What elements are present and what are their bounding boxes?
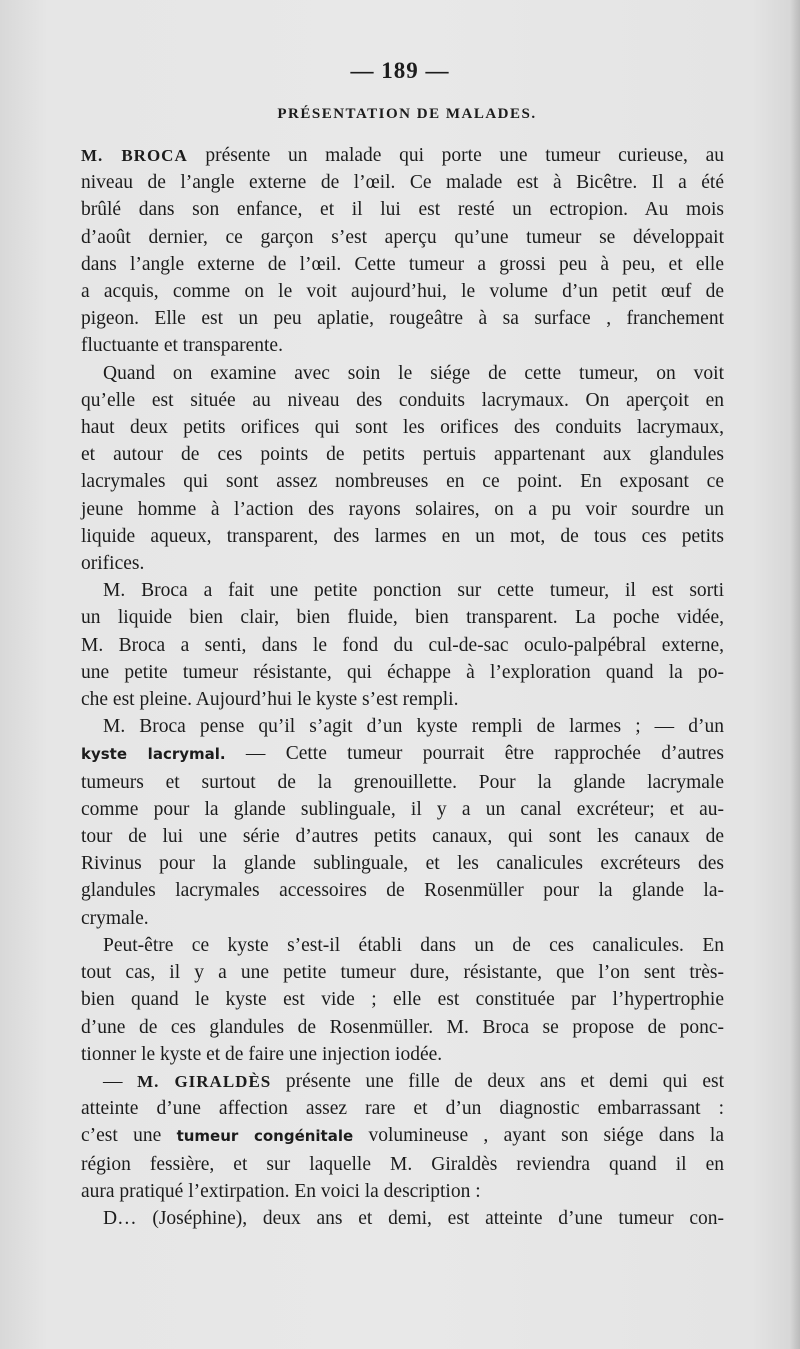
text-line: orifices. <box>81 553 145 575</box>
paragraph-lacrymal-cyst <box>81 713 724 932</box>
text-line: fluctuante et transparente. <box>81 335 283 357</box>
text-line: atteinte d’une affection assez rare et d’un diagnostic embarrassant : <box>81 1098 724 1120</box>
paragraph-josephine <box>81 1205 724 1232</box>
page-edge-shadow <box>790 0 800 1349</box>
text-line: tour de lui une série d’autres petits canaux, qui sont les canaux de <box>81 826 724 848</box>
text-line: liquide aqueux, transparent, des larmes en un mot, de tous ces petits <box>81 525 724 547</box>
text-line: tout cas, il y a une petite tumeur dure, résistante, que l’on sent très- <box>81 962 724 984</box>
text-line: Peut-être ce kyste s’est-il établi dans un de ces canalicules. En <box>103 934 724 956</box>
text-line: haut deux petits orifices qui sont les orifices des conduits lacrymaux, <box>81 417 724 439</box>
body-text <box>81 142 724 1232</box>
section-title: PRÉSENTATION DE MALADES. <box>277 106 537 122</box>
text-line: comme pour la glande sublinguale, il y a un canal excréteur; et au- <box>81 798 724 820</box>
text-line: D… (Joséphine), deux ans et demi, est atteinte d’une tumeur con- <box>103 1207 724 1229</box>
text-line: qu’elle est située au niveau des conduits lacrymaux. On aperçoit en <box>81 389 724 411</box>
text-line: jeune homme à l’action des rayons solaires, on a pu voir sourdre un <box>81 498 724 520</box>
text-line: aura pratiqué l’extirpation. En voici la description : <box>81 1180 481 1202</box>
paragraph-canalicules <box>81 932 724 1068</box>
text-line: crymale. <box>81 907 149 929</box>
bold-term: kyste lacrymal. <box>81 745 226 764</box>
text-line: a acquis, comme on le voit aujourd’hui, le volume d’un petit œuf de <box>81 281 724 303</box>
text-line: Rivinus pour la glande sublinguale, et les canalicules excréteurs des <box>81 853 724 875</box>
text-line: c’est une tumeur congénitale volumineuse , ayant son siége dans la <box>81 1125 724 1147</box>
text-line: d’août dernier, ce garçon s’est aperçu qu’une tumeur se développait <box>81 226 724 248</box>
speaker-name: M. GIRALDÈS <box>137 1071 272 1091</box>
page-number: — 189 — <box>350 58 450 83</box>
text-line: — M. GIRALDÈS présente une fille de deux ans et demi qui est <box>103 1070 725 1092</box>
text-line: kyste lacrymal. — Cette tumeur pourrait être rapprochée d’autres <box>81 743 725 765</box>
text-line: Quand on examine avec soin le siége de cette tumeur, on voit <box>103 362 724 384</box>
text-line: une petite tumeur résistante, qui échappe à l’exploration quand la po- <box>81 661 724 683</box>
text-line: d’une de ces glandules de Rosenmüller. M. Broca se propose de ponc- <box>81 1016 724 1038</box>
paragraph-giraldes-presentation <box>81 1068 724 1205</box>
text-line: brûlé dans son enfance, et il lui est resté un ectropion. Au mois <box>81 199 724 221</box>
paragraph-puncture <box>81 577 724 713</box>
paragraph-examination <box>81 360 724 578</box>
paragraph-broca-presentation <box>81 142 724 360</box>
text-line: un liquide bien clair, bien fluide, bien transparent. La poche vidée, <box>81 607 724 629</box>
speaker-name: M. BROCA <box>81 146 188 165</box>
text-line: tionner le kyste et de faire une injection iodée. <box>81 1043 443 1065</box>
text-line: niveau de l’angle externe de l’œil. Ce malade est à Bicêtre. Il a été <box>81 172 724 194</box>
text-line: glandules lacrymales accessoires de Rosenmüller pour la glande la- <box>81 880 724 902</box>
text-line: région fessière, et sur laquelle M. Giraldès reviendra quand il en <box>81 1153 724 1175</box>
text-line: lacrymales qui sont assez nombreuses en ce point. En exposant ce <box>81 471 724 493</box>
text-line: M. Broca pense qu’il s’agit d’un kyste rempli de larmes ; — d’un <box>103 716 724 738</box>
text-line: M. Broca a fait une petite ponction sur cette tumeur, il est sorti <box>103 580 724 602</box>
text-line: dans l’angle externe de l’œil. Cette tumeur a grossi peu à peu, et elle <box>81 253 724 275</box>
text-line: bien quand le kyste est vide ; elle est constituée par l’hypertrophie <box>81 989 724 1011</box>
text-line: che est pleine. Aujourd’hui le kyste s’est rempli. <box>81 689 459 711</box>
text-line: M. BROCA présente un malade qui porte une tumeur curieuse, au <box>81 145 724 166</box>
bold-term: tumeur congénitale <box>176 1127 354 1146</box>
text-line: M. Broca a senti, dans le fond du cul-de-sac oculo-palpébral externe, <box>81 634 724 656</box>
text-line: et autour de ces points de petits pertuis appartenant aux glandules <box>81 444 724 466</box>
text-line: tumeurs et surtout de la grenouillette. Pour la glande lacrymale <box>81 771 724 793</box>
text-line: pigeon. Elle est un peu aplatie, rougeâtre à sa surface , franchement <box>81 308 724 330</box>
